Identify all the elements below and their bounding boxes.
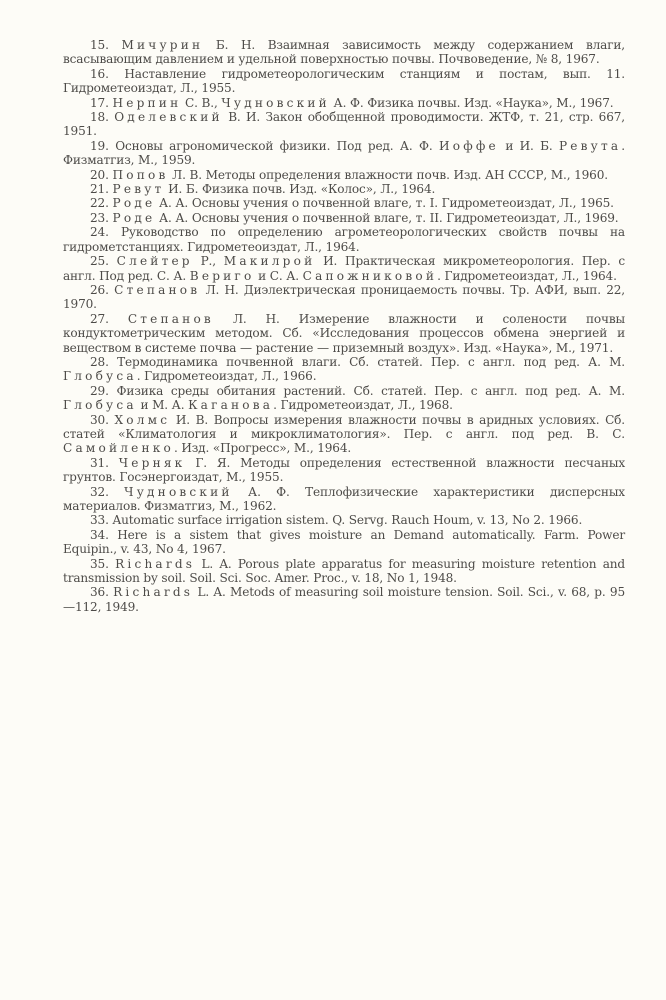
reference-text: Б. Н. Взаимная зависимость между содержанием влаги, всасывающим давлением и удельной поверхностью почвы. Почвоведение, № 8, 1967. bbox=[63, 38, 625, 67]
reference-number: 31. bbox=[90, 455, 109, 470]
bibliography-list bbox=[63, 38, 625, 614]
reference-text: Термодинамика почвенной влаги. Сб. статей. Пер. с англ. под ред. А. М. bbox=[117, 354, 625, 369]
reference-21 bbox=[63, 182, 625, 196]
reference-number: 36. bbox=[90, 585, 109, 600]
reference-number: 33. bbox=[90, 513, 109, 528]
author-name: Сапожниковой bbox=[302, 268, 438, 283]
reference-text: А. А. Основы учения о почвенной влаге, т. II. Гидрометеоиздат, Л., 1969. bbox=[155, 210, 619, 225]
reference-text: А. Ф. Теплофизические характеристики дисперсных материалов. Физматгиз, М., 1962. bbox=[63, 484, 625, 513]
reference-number: 30. bbox=[90, 412, 109, 427]
reference-text: . Физматгиз, М., 1959. bbox=[63, 138, 625, 168]
reference-number: 23. bbox=[90, 210, 109, 225]
reference-29 bbox=[63, 384, 625, 413]
author-name: Richards bbox=[113, 585, 194, 600]
reference-text: Физика среды обитания растений. Сб. статей. Пер. с англ. под ред. А. М. bbox=[116, 383, 625, 398]
reference-number: 32. bbox=[90, 484, 109, 499]
reference-20 bbox=[63, 168, 625, 182]
reference-36 bbox=[63, 585, 625, 614]
author-name: Ревута bbox=[558, 138, 622, 153]
reference-text: Наставление гидрометеорологическим станциям и постам, вып. 11. Гидрометеоиздат, Л., 1955. bbox=[63, 66, 625, 96]
reference-number: 34. bbox=[90, 527, 109, 542]
reference-number: 17. bbox=[90, 95, 109, 110]
author-name: Richards bbox=[115, 556, 196, 571]
reference-text: Automatic surface irrigation sistem. Q. Servg. Rauch Houm, v. 13, No 2. 1966. bbox=[112, 513, 583, 528]
reference-27 bbox=[63, 312, 625, 355]
author-name: Роде bbox=[112, 210, 156, 225]
reference-text: L. A. Metods of measuring soil moisture tension. Soil. Sci., v. 68, p. 95—112, 1949. bbox=[63, 585, 625, 614]
reference-28 bbox=[63, 355, 625, 384]
author-name: Чудновский bbox=[124, 484, 233, 499]
author-name: Слейтер bbox=[116, 254, 193, 269]
reference-34 bbox=[63, 528, 625, 557]
reference-text: Г. Я. Методы определения естественной влажности песчаных грунтов. Госэнергоиздат, М., 1955. bbox=[63, 455, 625, 485]
author-name: Вериго bbox=[189, 268, 255, 283]
reference-35 bbox=[63, 557, 625, 586]
author-name: Попов bbox=[112, 167, 169, 182]
reference-text: Here is a sistem that gives moisture an Demand automatically. Farm. Power Equipin., v. 43, No 4, 1967. bbox=[63, 527, 625, 557]
reference-text: А. А. Основы учения о почвенной влаге, т. I. Гидрометеоиздат, Л., 1965. bbox=[155, 196, 614, 211]
reference-text: Руководство по определению агрометеорологических свойств почвы на гидрометстанциях. Гидрометеоиздат, Л., 1964. bbox=[63, 225, 625, 254]
reference-number: 20. bbox=[90, 167, 109, 182]
reference-number: 18. bbox=[90, 110, 109, 125]
author-name: Макилрой bbox=[223, 254, 316, 269]
reference-number: 25. bbox=[90, 254, 109, 269]
author-name: Нерпин bbox=[112, 95, 182, 110]
reference-number: 28. bbox=[90, 354, 109, 369]
author-name: Холмс bbox=[114, 412, 171, 427]
reference-33 bbox=[63, 513, 625, 527]
author-name: Глобуса bbox=[63, 369, 137, 384]
author-name: Глобуса bbox=[63, 398, 137, 413]
reference-number: 16. bbox=[90, 66, 109, 81]
author-name: Самойленко bbox=[63, 441, 174, 456]
reference-text: и М. А. bbox=[136, 398, 189, 413]
reference-16 bbox=[63, 67, 625, 96]
reference-text: Л. В. Методы определения влажности почв. Изд. АН СССР, М., 1960. bbox=[168, 167, 608, 182]
reference-text: И. Практическая микрометеорология. Пер. с англ. Под ред. С. А. bbox=[63, 254, 625, 283]
reference-19 bbox=[63, 139, 625, 168]
reference-24 bbox=[63, 225, 625, 254]
author-name: Черняк bbox=[118, 455, 186, 470]
reference-text: И. В. Вопросы измерения влажности почвы в аридных условиях. Сб. статей «Климатология и микроклиматология». Пер. с англ. под ред. В. С. bbox=[63, 412, 625, 441]
reference-text: и И. Б. bbox=[498, 138, 559, 153]
reference-number: 21. bbox=[90, 182, 109, 197]
reference-text: . Гидрометеоиздат, Л., 1966. bbox=[136, 369, 317, 384]
reference-23 bbox=[63, 211, 625, 225]
author-name: Оделевский bbox=[114, 110, 223, 125]
reference-number: 26. bbox=[90, 282, 109, 297]
reference-17 bbox=[63, 96, 625, 110]
reference-text: В. И. Закон обобщенной проводимости. ЖТФ, т. 21, стр. 667, 1951. bbox=[63, 110, 625, 139]
reference-number: 22. bbox=[90, 196, 109, 211]
reference-25 bbox=[63, 254, 625, 283]
reference-15 bbox=[63, 38, 625, 67]
reference-text: И. Б. Физика почв. Изд. «Колос», Л., 1964. bbox=[164, 182, 436, 197]
reference-number: 29. bbox=[90, 383, 109, 398]
reference-number: 24. bbox=[90, 225, 109, 240]
author-name: Чудновский bbox=[221, 95, 330, 110]
author-name: Ревут bbox=[112, 182, 165, 197]
reference-text: . Гидрометеоиздат, Л., 1964. bbox=[437, 268, 617, 283]
reference-text: Л. Н. Измерение влажности и солености почвы кондуктометрическим методом. Сб. «Исследования процессов обмена энергией и веществом в системе почва — растение — приземный воздух». Изд. «Наука», М., 1971. bbox=[63, 311, 625, 355]
author-name: Иоффе bbox=[439, 138, 499, 153]
author-name: Роде bbox=[112, 196, 156, 211]
reference-26 bbox=[63, 283, 625, 312]
reference-18 bbox=[63, 110, 625, 139]
reference-text: . Гидрометеоиздат, Л., 1968. bbox=[273, 398, 453, 413]
reference-22 bbox=[63, 196, 625, 210]
reference-number: 27. bbox=[90, 311, 109, 326]
author-name: Мичурин bbox=[121, 38, 204, 52]
author-name: Степанов bbox=[127, 311, 214, 326]
reference-text: А. Ф. Физика почвы. Изд. «Наука», М., 1967. bbox=[329, 95, 614, 110]
reference-text: . Изд. «Прогресс», М., 1964. bbox=[173, 441, 352, 456]
author-name: Степанов bbox=[114, 282, 201, 297]
reference-number: 15. bbox=[90, 38, 109, 52]
reference-text: и С. А. bbox=[254, 268, 303, 283]
author-name: Каганова bbox=[188, 398, 274, 413]
reference-number: 19. bbox=[90, 138, 109, 153]
reference-30 bbox=[63, 413, 625, 456]
reference-text: Р., bbox=[192, 254, 224, 269]
reference-text: С. В., bbox=[181, 95, 222, 110]
reference-text: Основы агрономической физики. Под ред. А. Ф. bbox=[115, 138, 439, 153]
reference-text: L. A. Porous plate apparatus for measuring moisture retention and transmission by soil. Soil. Sci. Soc. Amer. Proc., v. 18, No 1, 1948. bbox=[63, 556, 625, 586]
reference-text: Л. Н. Диэлектрическая проницаемость почвы. Тр. АФИ, вып. 22, 1970. bbox=[63, 282, 626, 312]
reference-number: 35. bbox=[90, 556, 109, 571]
reference-32 bbox=[63, 485, 625, 514]
reference-31 bbox=[63, 456, 625, 485]
